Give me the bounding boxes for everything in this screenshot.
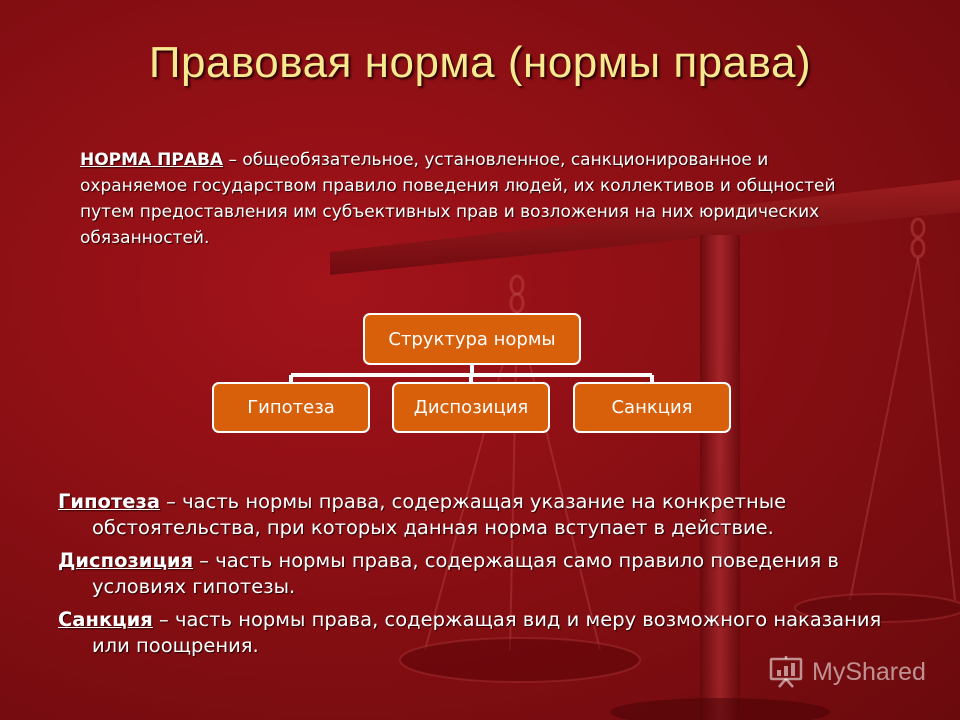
definition-text: – общеобязательное, установленное, санкционированное и охраняемое государством правило поведения людей, их коллективов и общностей путем предоставления им субъективных прав и возложения на них юридических обязанностей.: [80, 150, 836, 248]
hypothesis-text: – часть нормы права, содержащая указание на конкретные обстоятельства, при которых данная норма вступает в действие.: [92, 490, 787, 539]
hypothesis-definition: [58, 489, 908, 541]
sanction-text: – часть нормы права, содержащая вид и меру возможного наказания или поощрения.: [92, 608, 882, 657]
structure-root-node: Структура нормы: [363, 313, 581, 365]
definition-term: НОРМА ПРАВА: [80, 150, 224, 170]
sanction-node: Санкция: [573, 382, 731, 433]
disposition-node: Диспозиция: [392, 382, 550, 433]
element-definitions: [58, 489, 908, 666]
slide-title: Правовая норма (нормы права): [148, 38, 812, 87]
hypothesis-node: Гипотеза: [212, 382, 370, 433]
presentation-board-icon: [768, 655, 804, 689]
disposition-definition: [58, 548, 908, 600]
disposition-text: – часть нормы права, содержащая само правило поведения в условиях гипотезы.: [92, 549, 839, 598]
hypothesis-term: Гипотеза: [58, 490, 160, 513]
sanction-term: Санкция: [58, 608, 153, 631]
watermark-text: MyShared: [812, 657, 926, 686]
watermark: [768, 652, 926, 692]
disposition-term: Диспозиция: [58, 549, 194, 572]
